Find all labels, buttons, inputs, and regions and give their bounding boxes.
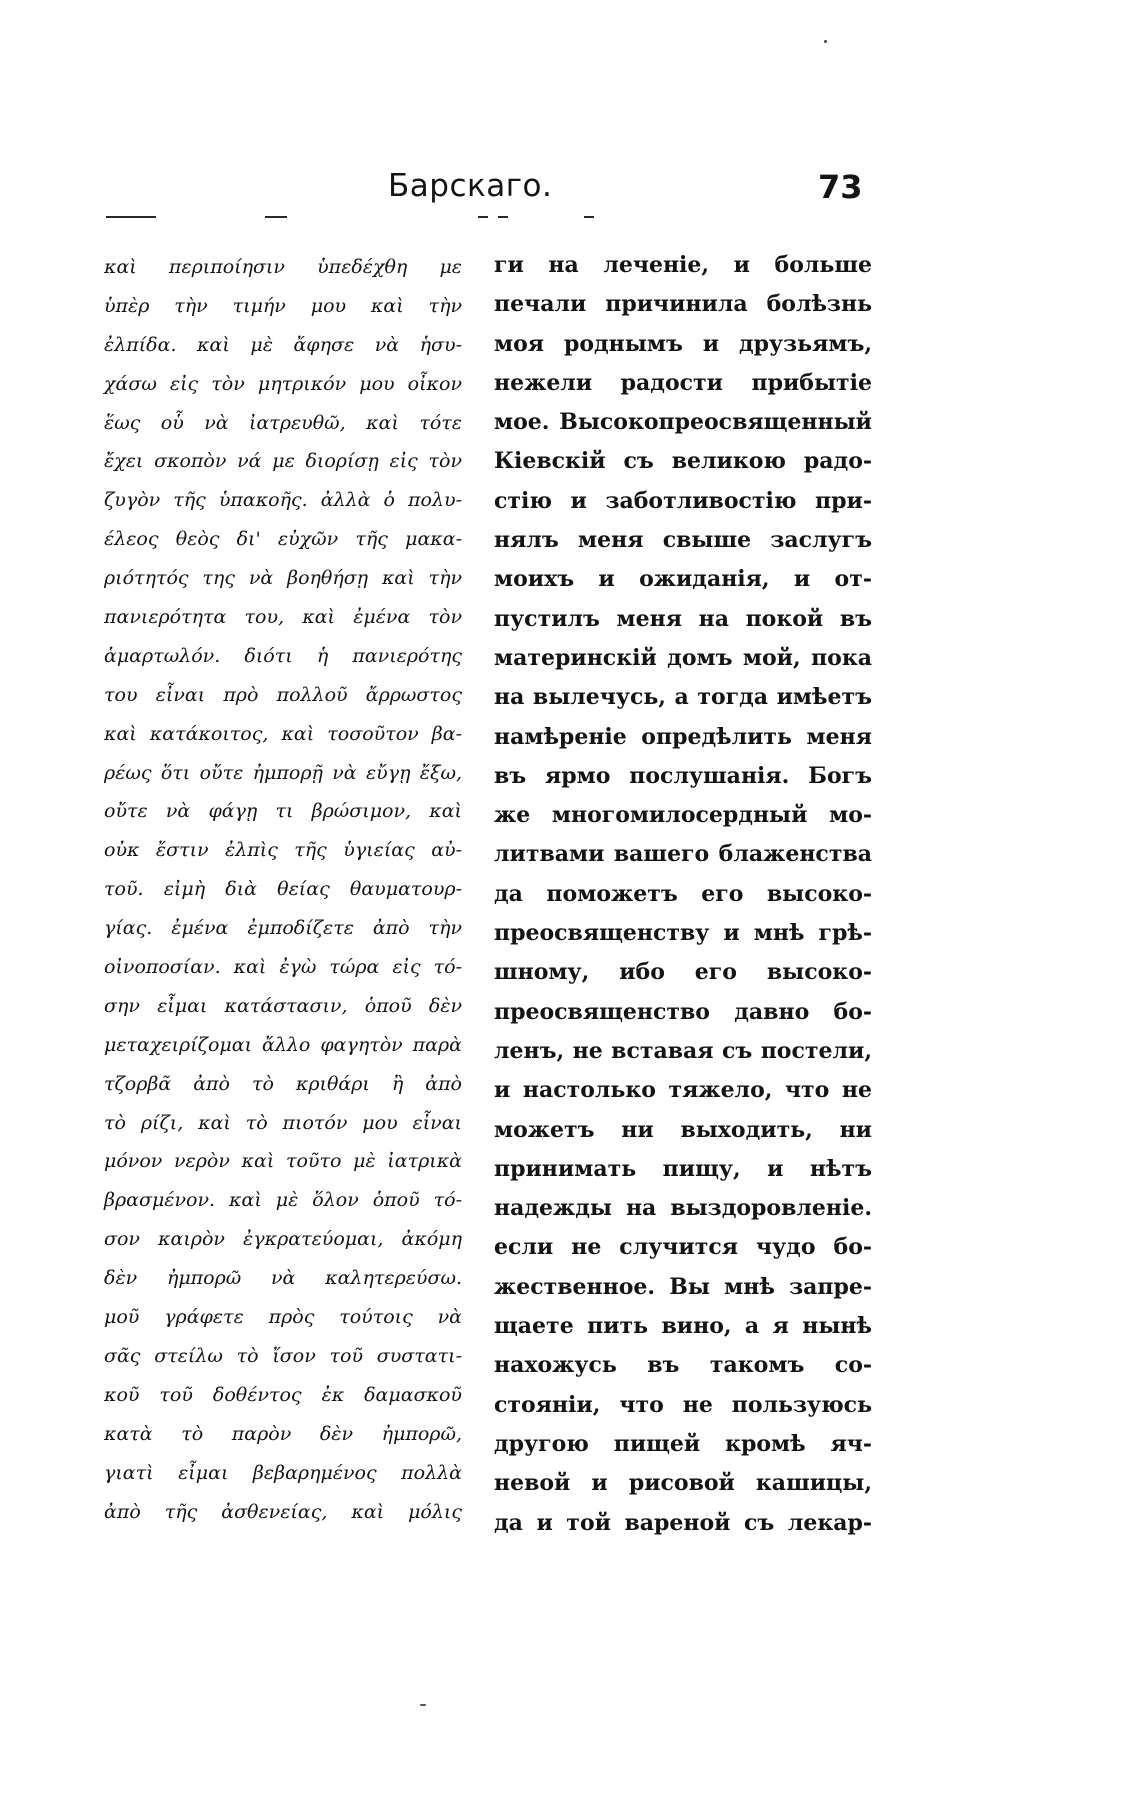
russian-text-line: же многомилосердный мо- <box>494 802 872 829</box>
greek-text-line: ἔχει σκοπὸν νά με διορίσῃ εἰς τὸν <box>104 450 462 473</box>
greek-text-line: ὑπὲρ τὴν τιμήν μου καὶ τὴν <box>104 294 462 317</box>
russian-text-line: на вылечусь, а тогда имѣетъ <box>494 684 872 711</box>
greek-text-line: ζυγὸν τῆς ὑπακοῆς. ἀλλὰ ὁ πολυ- <box>104 489 462 512</box>
russian-text-line: да поможетъ его высоко- <box>494 880 872 907</box>
russian-text-line: ленъ, не вставая съ постели, <box>494 1037 872 1064</box>
russian-text-line: невой и рисовой кашицы, <box>494 1470 872 1497</box>
russian-text-line: принимать пищу, и нѣтъ <box>494 1155 872 1182</box>
russian-text-line: печали причинила болѣзнь <box>494 291 872 318</box>
greek-text-line: σᾶς στείλω τὸ ἴσον τοῦ συστατι- <box>104 1344 462 1367</box>
greek-text-line: δὲν ἠμπορῶ νὰ καλητερεύσω. <box>104 1267 462 1290</box>
header-rule-segment <box>478 216 488 218</box>
greek-text-line: ρέως ὅτι οὔτε ἠμπορῇ νὰ εὔγῃ ἔξω, <box>104 761 462 784</box>
russian-text-line: преосвященство давно бо- <box>494 998 872 1025</box>
russian-text-line: можетъ ни выходить, ни <box>494 1116 872 1143</box>
greek-text-line: πανιερότητα του, καὶ ἐμένα τὸν <box>104 606 462 629</box>
russian-text-line: преосвященству и мнѣ грѣ- <box>494 920 872 947</box>
greek-text-line: καὶ κατάκοιτος, καὶ τοσοῦτον βα- <box>104 722 462 745</box>
greek-text-line: τοῦ. εἰμὴ διὰ θείας θαυματουρ- <box>104 878 462 901</box>
greek-text-line: τζορβᾶ ἀπὸ τὸ κριθάρι ἢ ἀπὸ <box>104 1072 462 1095</box>
russian-text-line: въ ярмо послушанія. Богъ <box>494 762 872 789</box>
print-speck <box>420 1704 426 1706</box>
russian-text-line: нялъ меня свыше заслугъ <box>494 527 872 554</box>
russian-text-line: жественное. Вы мнѣ запре- <box>494 1273 872 1300</box>
russian-text-line: да и той вареной съ лекар- <box>494 1509 872 1536</box>
russian-text-line: надежды на выздоровленіе. <box>494 1195 872 1222</box>
russian-text-line: если не случится чудо бо- <box>494 1234 872 1261</box>
russian-text-line: Кіевскій съ великою радо- <box>494 448 872 475</box>
russian-text-column <box>494 246 872 1543</box>
running-header-title: Барскаго. <box>388 168 553 204</box>
russian-text-line: намѣреніе опредѣлить меня <box>494 723 872 750</box>
print-speck <box>824 40 827 43</box>
russian-text-line: моихъ и ожиданія, и от- <box>494 566 872 593</box>
greek-text-line: τὸ ρίζι, καὶ τὸ πιοτόν μου εἶναι <box>104 1111 462 1134</box>
greek-text-line: του εἶναι πρὸ πολλοῦ ἄρρωστος <box>104 683 462 706</box>
greek-text-line: ἕως οὗ νὰ ἰατρευθῶ, καὶ τότε <box>104 411 462 434</box>
greek-text-line: γίας. ἐμένα ἐμποδίζετε ἀπὸ τὴν <box>104 917 462 940</box>
header-rule-segment <box>584 216 594 218</box>
greek-text-line: μοῦ γράφετε πρὸς τούτοις νὰ <box>104 1306 462 1329</box>
greek-text-line: σην εἶμαι κατάστασιν, ὁποῦ δὲν <box>104 994 462 1017</box>
greek-text-line: οὐκ ἔστιν ἐλπὶς τῆς ὑγιείας αὐ- <box>104 839 462 862</box>
russian-text-line: материнскій домъ мой, пока <box>494 644 872 671</box>
russian-text-line: пустилъ меня на покой въ <box>494 605 872 632</box>
header-rule-segment <box>498 216 508 218</box>
greek-text-column <box>104 248 462 1531</box>
greek-text-line: μόνον νερὸν καὶ τοῦτο μὲ ἰατρικὰ <box>104 1150 462 1173</box>
greek-text-line: ἐλπίδα. καὶ μὲ ἄφησε νὰ ἡσυ- <box>104 333 462 356</box>
header-rule-segment <box>106 216 156 218</box>
russian-text-line: шному, ибо его высоко- <box>494 959 872 986</box>
russian-text-line: стояніи, что не пользуюсь <box>494 1391 872 1418</box>
greek-text-line: γιατὶ εἶμαι βεβαρημένος πολλὰ <box>104 1461 462 1484</box>
greek-text-line: έλεος θεὸς δι' εὐχῶν τῆς μακα- <box>104 528 462 551</box>
russian-text-line: стію и заботливостію при- <box>494 487 872 514</box>
page-number: 73 <box>818 168 863 206</box>
russian-text-line: моя роднымъ и друзьямъ, <box>494 330 872 357</box>
russian-text-line: ги на леченіе, и больше <box>494 252 872 278</box>
greek-text-line: ἀπὸ τῆς ἀσθενείας, καὶ μόλις <box>104 1500 462 1523</box>
russian-text-line: мое. Высокопреосвященный <box>494 409 872 436</box>
greek-text-line: κοῦ τοῦ δοθέντος ἐκ δαμασκοῦ <box>104 1383 462 1406</box>
greek-text-line: ἁμαρτωλόν. διότι ἡ πανιερότης <box>104 644 462 667</box>
header-rule-segment <box>265 216 287 218</box>
greek-text-line: κατὰ τὸ παρὸν δὲν ἠμπορῶ, <box>104 1422 462 1445</box>
greek-text-line: καὶ περιποίησιν ὑπεδέχθη με <box>104 256 462 278</box>
russian-text-line: нежели радости прибытіе <box>494 369 872 396</box>
greek-text-line: σον καιρὸν ἐγκρατεύομαι, ἀκόμη <box>104 1228 462 1251</box>
greek-text-line: ριότητός της νὰ βοηθήσῃ καὶ τὴν <box>104 567 462 590</box>
russian-text-line: литвами вашего блаженства <box>494 841 872 868</box>
greek-text-line: βρασμένον. καὶ μὲ ὅλον ὁποῦ τό- <box>104 1189 462 1212</box>
russian-text-line: другою пищей кромѣ яч- <box>494 1430 872 1457</box>
greek-text-line: οἰνοποσίαν. καὶ ἐγὼ τώρα εἰς τό- <box>104 956 462 979</box>
greek-text-line: μεταχειρίζομαι ἄλλο φαγητὸν παρὰ <box>104 1033 462 1056</box>
greek-text-line: χάσω εἰς τὸν μητρικόν μου οἶκον <box>104 372 462 395</box>
russian-text-line: нахожусь въ такомъ со- <box>494 1352 872 1379</box>
russian-text-line: и настолько тяжело, что не <box>494 1077 872 1104</box>
russian-text-line: щаете пить вино, а я нынѣ <box>494 1313 872 1340</box>
greek-text-line: οὔτε νὰ φάγῃ τι βρώσιμον, καὶ <box>104 800 462 823</box>
